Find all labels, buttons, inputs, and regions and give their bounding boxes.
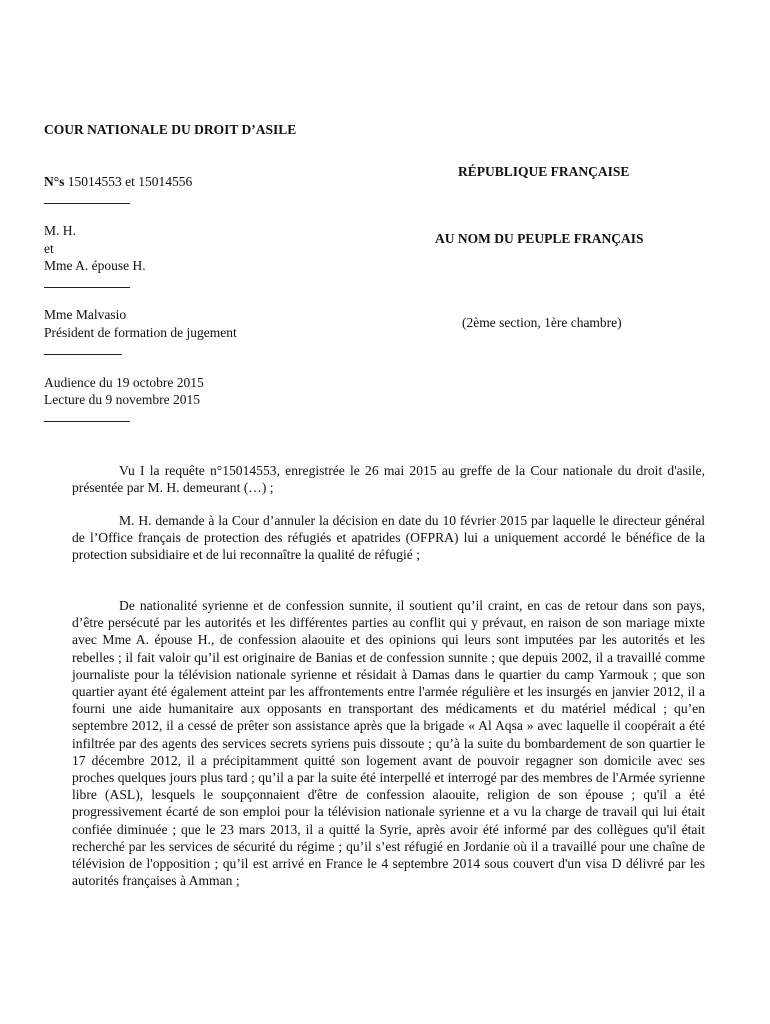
paragraph-request: Vu I la requête n°15014553, enregistrée le 26 mai 2015 au greffe de la Cour nationale du droit d'asile, présentée par M. H. demeurant (…) ; [72, 463, 705, 496]
case-numbers-label: N°s [44, 174, 65, 189]
separator-rule [44, 203, 130, 204]
hearing-date: Audience du 19 octobre 2015 [44, 375, 204, 390]
president-role: Président de formation de jugement [44, 325, 237, 340]
section-label: (2ème section, 1ère chambre) [462, 315, 622, 330]
reading-date: Lecture du 9 novembre 2015 [44, 392, 200, 407]
paragraph-demand: M. H. demande à la Cour d’annuler la décision en date du 10 février 2015 par laquelle le directeur général de l’Office français de protection des réfugiés et apatrides (OFPRA) lui a uniquement accordé le bénéfice de la protection subsidiaire et de lui reconnaître la qualité de réfugié ; [72, 513, 705, 563]
people-heading: AU NOM DU PEUPLE FRANÇAIS [435, 231, 644, 246]
party-line-1: M. H. [44, 223, 76, 238]
case-numbers [44, 173, 192, 190]
paragraph-arguments: De nationalité syrienne et de confession sunnite, il soutient qu’il craint, en cas de retour dans son pays, d’être persécuté par les autorités et les différentes parties au conflit qui y prévaut, en raison de son mariage mixte avec Mme A. épouse H., de confession alaouite et des opinions qui leurs sont imputées par les autorités et les rebelles ; il fait valoir qu’il est originaire de Banias et de confession sunnite ; que depuis 2002, il a travaillé comme journaliste pour la télévision nationale syrienne et résidait à Damas dans le quartier du camp Yarmouk ; que son quartier ayant été également atteint par les affrontements entre l'armée régulière et les insurgés en janvier 2012, il a fourni une aide humanitaire aux opposants en transportant des médicaments et du matériel médical ; qu’en septembre 2012, il a cessé de prêter son assistance après que la brigade « Al Aqsa » avec laquelle il coopérait a été infiltrée par des agents des services secrets syriens puis dissoute ; qu’à la suite du bombardement de son quartier le 17 décembre 2012, il a précipitamment quitté son logement avant de pouvoir regagner son domicile avec ses proches quelques jours plus tard ; qu’il a par la suite été interpellé et interrogé par des membres de l'Armée syrienne libre (ASL), lesquels le soupçonnaient d'être de confession alaouite, religion de son épouse ; qu'il a été progressivement écarté de son emploi pour la télévision nationale syrienne et a vu la charge de travail qui lui était confiée diminuée ; que le 23 mars 2013, il a quitté la Syrie, après avoir été informé par des collègues qu'il était recherché par les services de sécurité du régime ; qu’il s’est réfugié en Jordanie où il a travaillé pour une chaîne de télévision de l'opposition ; qu’il est arrivé en France le 4 septembre 2014 sous couvert d'un visa D délivré par les autorités françaises à Amman ; [72, 598, 705, 889]
separator-rule [44, 287, 130, 288]
court-name: COUR NATIONALE DU DROIT D’ASILE [44, 122, 297, 137]
party-line-3: Mme A. épouse H. [44, 258, 146, 273]
case-numbers-value: 15014553 et 15014556 [67, 174, 193, 189]
president-name: Mme Malvasio [44, 307, 127, 322]
separator-rule [44, 354, 122, 355]
separator-rule [44, 421, 130, 422]
republic-title: RÉPUBLIQUE FRANÇAISE [458, 164, 630, 179]
party-line-2: et [44, 241, 54, 256]
